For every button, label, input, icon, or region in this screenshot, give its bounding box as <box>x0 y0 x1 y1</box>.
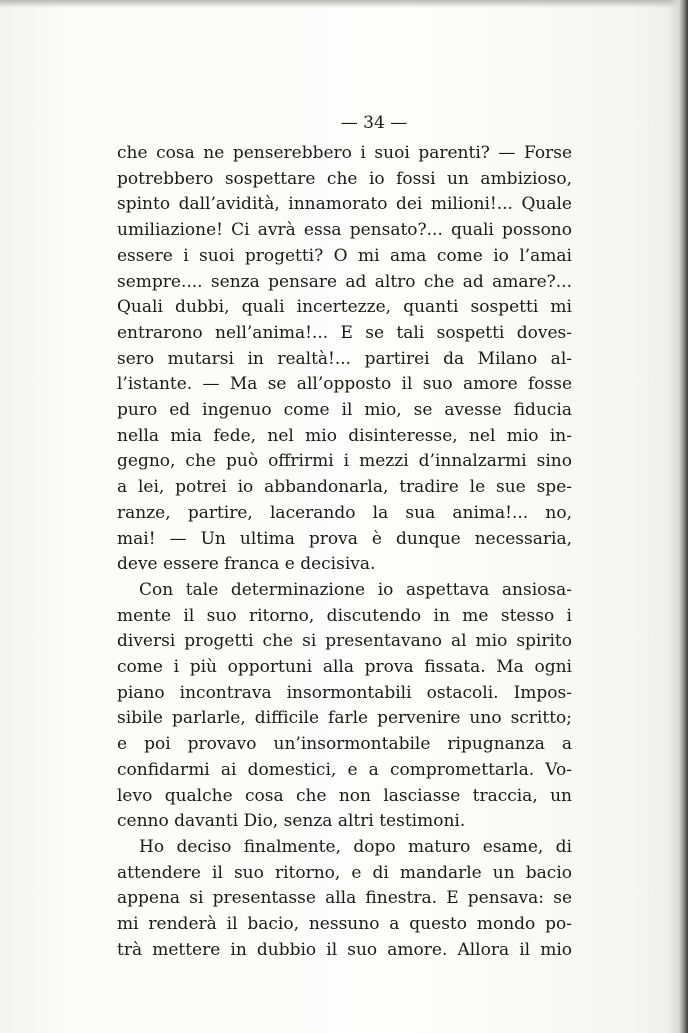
text-line: umiliazione! Ci avrà essa pensato?... quali possono <box>117 220 572 241</box>
body-text <box>117 141 572 964</box>
page-top-shadow <box>0 0 688 8</box>
text-line: cenno davanti Dio, senza altri testimoni. <box>117 811 466 832</box>
text-line: piano incontrava insormontabili ostacoli. Impos- <box>117 682 572 703</box>
text-line: deve essere franca e decisiva. <box>117 554 376 575</box>
text-line: Con tale determinazione io aspettava ansiosa- <box>139 579 572 600</box>
text-line: mente il suo ritorno, discutendo in me stesso i <box>117 605 572 626</box>
text-line: potrebbero sospettare che io fossi un ambizioso, <box>117 168 572 189</box>
text-line: l’istante. — Ma se all’opposto il suo amore fosse <box>117 374 572 395</box>
page-number: — 34 — <box>340 113 408 133</box>
text-line: sempre.... senza pensare ad altro che ad amare?... <box>117 271 572 292</box>
text-line: trà mettere in dubbio il suo amore. Allora il mio <box>117 939 572 960</box>
text-line: e poi provavo un’insormontabile ripugnanza a <box>117 734 572 755</box>
text-line: nella mia fede, nel mio disinteresse, nel mio in- <box>117 425 572 446</box>
text-line: a lei, potrei io abbandonarla, tradire le sue spe- <box>117 477 572 498</box>
text-line: attendere il suo ritorno, e di mandarle un bacio <box>117 862 572 883</box>
page-binding-edge <box>668 0 688 1033</box>
text-line: gegno, che può offrirmi i mezzi d’innalzarmi sino <box>117 451 572 472</box>
text-line: Quali dubbi, quali incertezze, quanti sospetti mi <box>117 297 572 318</box>
text-line: spinto dall’avidità, innamorato dei milioni!... Quale <box>117 194 572 215</box>
text-line: mi renderà il bacio, nessuno a questo mondo po- <box>117 914 572 935</box>
text-line: diversi progetti che si presentavano al mio spirito <box>117 631 572 652</box>
text-line: Ho deciso finalmente, dopo maturo esame, di <box>139 836 572 857</box>
text-line: come i più opportuni alla prova fissata. Ma ogni <box>117 657 572 678</box>
text-line: ranze, partire, lacerando la sua anima!... no, <box>117 502 572 523</box>
text-line: confidarmi ai domestici, e a compromettarla. Vo- <box>117 759 572 780</box>
text-line: entrarono nell’anima!... E se tali sospetti doves- <box>117 322 572 343</box>
text-line: appena si presentasse alla finestra. E pensava: se <box>117 888 572 909</box>
text-line: essere i suoi progetti? O mi ama come io l’amai <box>117 245 572 266</box>
text-line: sero mutarsi in realtà!... partirei da Milano al- <box>117 348 572 369</box>
text-line: sibile parlarle, difficile farle pervenire uno scritto; <box>117 708 572 729</box>
text-line: levo qualche cosa che non lasciasse traccia, un <box>117 785 572 806</box>
text-line: mai! — Un ultima prova è dunque necessaria, <box>117 528 572 549</box>
text-line: puro ed ingenuo come il mio, se avesse fiducia <box>117 400 572 421</box>
text-line: che cosa ne penserebbero i suoi parenti? — Forse <box>117 143 572 163</box>
